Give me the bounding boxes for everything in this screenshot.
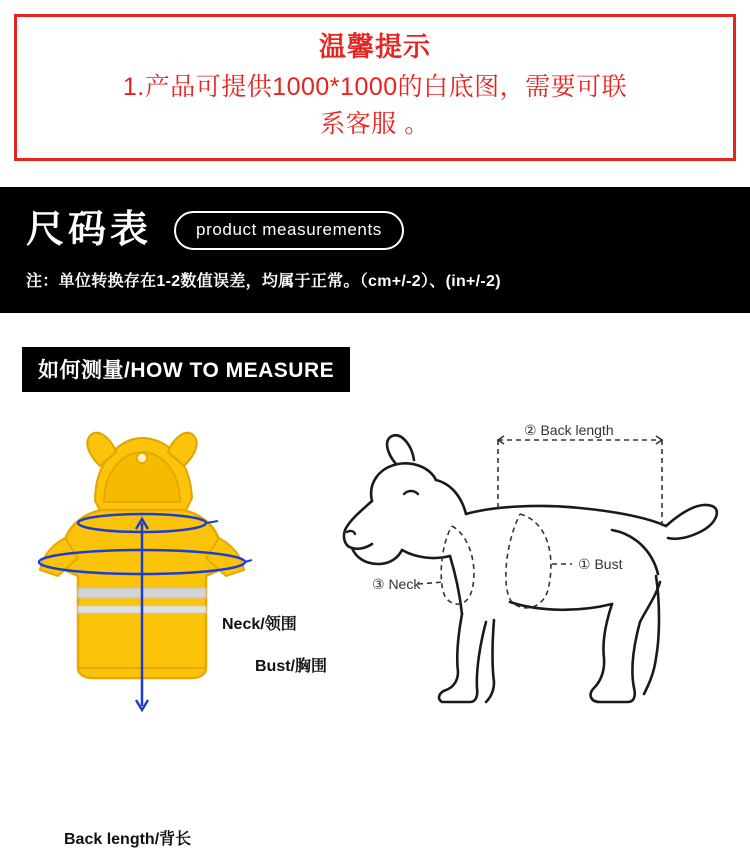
notice-line-1: 1.产品可提供1000*1000的白底图，需要可联	[122, 73, 628, 102]
notice-title: 温馨提示	[319, 32, 431, 62]
notice-box	[14, 14, 736, 161]
size-chart-band	[0, 187, 750, 313]
notice-line-2: 系客服 。	[320, 109, 430, 138]
measurement-illustration	[0, 406, 750, 848]
size-chart-title: 尺码表	[26, 209, 153, 252]
label-neck: Neck/领围	[222, 615, 297, 633]
label-back-length: Back length/背长	[64, 830, 192, 848]
notice-section	[0, 0, 750, 161]
product-measurements-pill: product measurements	[174, 211, 404, 250]
label-dog-neck: ③ Neck	[372, 575, 421, 592]
label-dog-back-length: ② Back length	[524, 421, 614, 438]
dog-measurement-lines	[418, 440, 662, 608]
label-bust: Bust/胸围	[255, 657, 328, 675]
size-chart-note: 注：单位转换存在1-2数值误差，均属于正常。（cm+/-2）、(in+/-2)	[26, 272, 501, 290]
size-chart-header-row	[26, 211, 724, 250]
label-dog-bust: ① Bust	[578, 555, 623, 572]
how-to-measure-section	[0, 347, 750, 392]
illustration-svg	[0, 406, 750, 736]
raincoat-graphic	[39, 433, 252, 710]
dog-outline-graphic	[344, 435, 717, 702]
how-to-measure-tag: 如何测量/HOW TO MEASURE	[22, 347, 350, 392]
